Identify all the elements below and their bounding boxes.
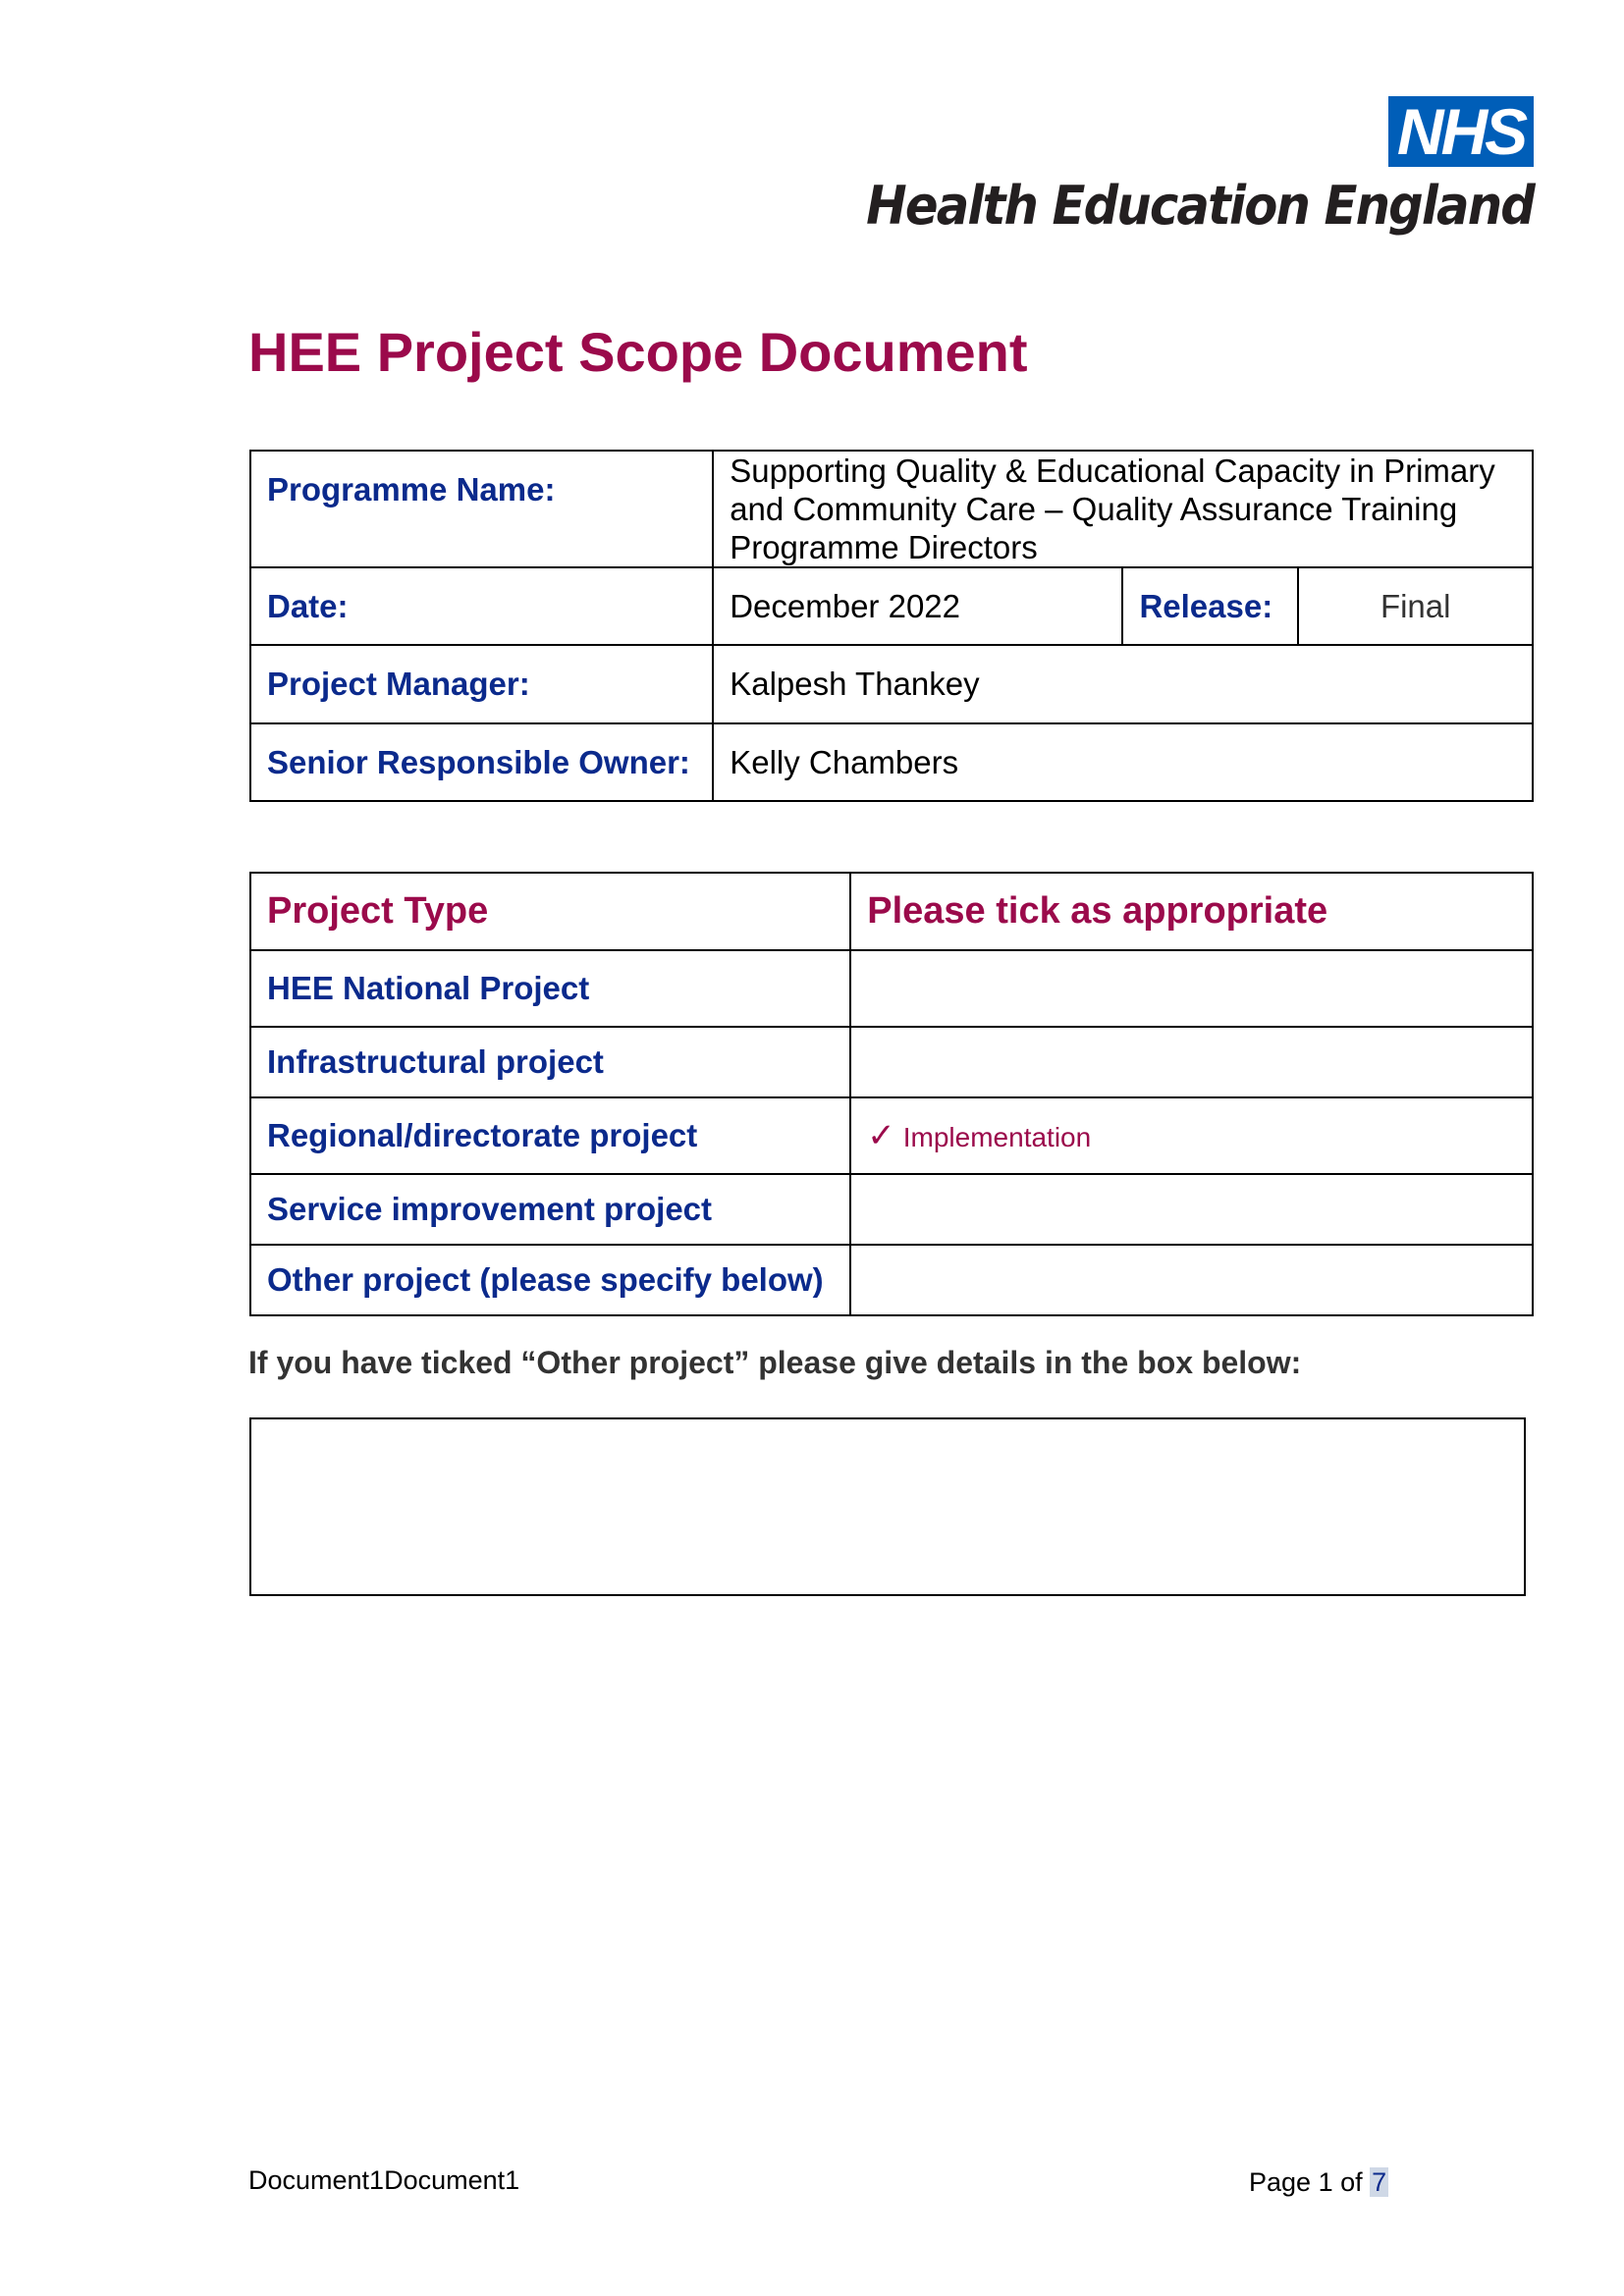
tick-cell[interactable] [850, 1174, 1533, 1245]
page-title: HEE Project Scope Document [248, 321, 1028, 383]
programme-info-table [249, 450, 1534, 802]
project-manager-value: Kalpesh Thankey [713, 645, 1533, 723]
programme-name-label: Programme Name: [250, 451, 713, 567]
project-type-label: HEE National Project [250, 950, 850, 1027]
hee-logo [866, 95, 1534, 243]
programme-name-line: Programme Directors [730, 529, 1038, 565]
programme-name-value [713, 451, 1533, 567]
tick-cell[interactable] [850, 950, 1533, 1027]
nhs-logo-box: NHS [1388, 96, 1534, 167]
other-project-prompt: If you have ticked “Other project” please give details in the box below: [248, 1345, 1302, 1380]
tick-cell[interactable] [850, 1245, 1533, 1315]
project-type-label: Service improvement project [250, 1174, 850, 1245]
programme-name-line: and Community Care – Quality Assurance Training [730, 491, 1458, 527]
tick-header: Please tick as appropriate [850, 873, 1533, 950]
date-value: December 2022 [713, 567, 1122, 645]
project-type-label: Infrastructural project [250, 1027, 850, 1097]
date-label: Date: [250, 567, 713, 645]
sro-label: Senior Responsible Owner: [250, 723, 713, 801]
hee-logo-text: Health Education England [866, 175, 1534, 237]
project-manager-label: Project Manager: [250, 645, 713, 723]
footer-page-number: Page 1 of 7 [1249, 2167, 1387, 2197]
project-type-label: Other project (please specify below) [250, 1245, 850, 1315]
programme-name-line: Supporting Quality & Educational Capacity in Primary [730, 453, 1495, 489]
tick-text: Implementation [902, 1122, 1092, 1152]
check-icon: ✓ [867, 1117, 895, 1154]
page-total: 7 [1372, 2167, 1387, 2197]
release-value: Final [1298, 567, 1533, 645]
project-type-table [249, 872, 1534, 1316]
sro-value: Kelly Chambers [713, 723, 1533, 801]
footer-document-name: Document1Document1 [248, 2165, 520, 2195]
release-label: Release: [1122, 567, 1298, 645]
other-project-details-box[interactable] [249, 1417, 1526, 1596]
project-type-header: Project Type [250, 873, 850, 950]
tick-cell[interactable] [850, 1097, 1533, 1174]
tick-cell[interactable] [850, 1027, 1533, 1097]
page-current: 1 [1318, 2167, 1333, 2197]
project-type-label: Regional/directorate project [250, 1097, 850, 1174]
